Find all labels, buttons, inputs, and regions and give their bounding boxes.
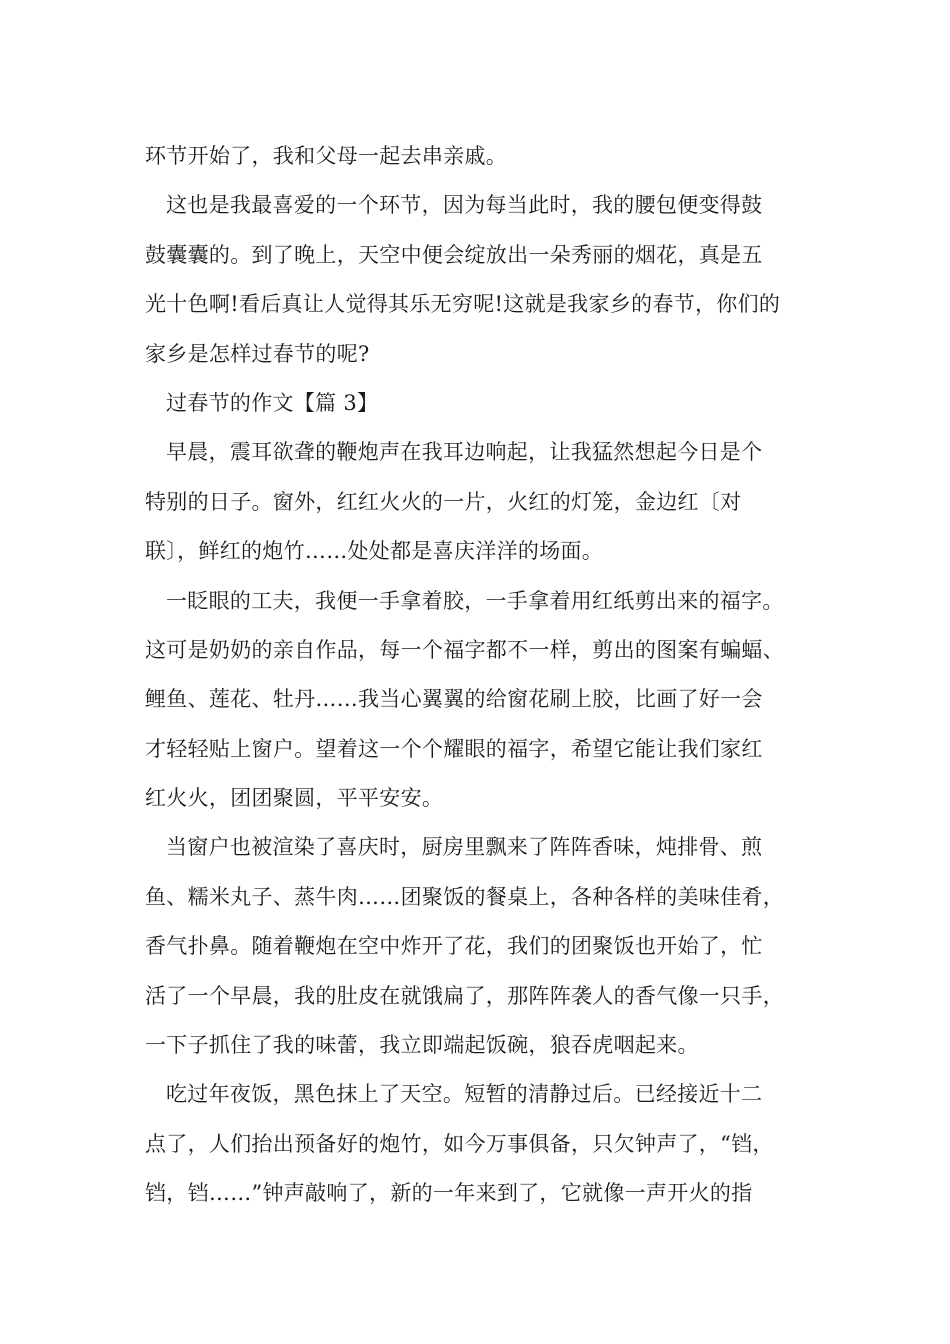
text-line: 点了，人们抬出预备好的炮竹，如今万事俱备，只欠钟声了，“铛，: [145, 1131, 774, 1156]
text-line: 光十色啊!看后真让人觉得其乐无穷呢!这就是我家乡的春节，你们的: [145, 292, 781, 317]
text-line: 环节开始了，我和父母一起去串亲戚。: [145, 144, 508, 168]
text-line: 这可是奶奶的亲自作品，每一个福字都不一样，剪出的图案有蝙蝠、: [145, 637, 784, 662]
section-heading: 过春节的作文【篇 3】: [166, 390, 379, 415]
text-line: 红火火，团团聚圆，平平安安。: [145, 786, 444, 811]
text-line: 鼓囊囊的。到了晚上，天空中便会绽放出一朵秀丽的烟花，真是五: [145, 242, 763, 267]
text-line: 家乡是怎样过春节的呢?: [145, 341, 370, 366]
text-line: 才轻轻贴上窗户。望着这一个个耀眼的福字，希望它能让我们家红: [145, 736, 763, 761]
text-line: 一下子抓住了我的味蕾，我立即端起饭碗，狼吞虎咽起来。: [145, 1033, 699, 1058]
text-line: 这也是我最喜爱的一个环节，因为每当此时，我的腰包便变得鼓: [166, 193, 763, 218]
text-line: 鲤鱼、莲花、牡丹……我当心翼翼的给窗花刷上胶，比画了好一会: [145, 687, 763, 712]
text-line: 吃过年夜饭，黑色抹上了天空。短暂的清静过后。已经接近十二: [166, 1082, 763, 1107]
text-line: 特别的日子。窗外，红红火火的一片，火红的灯笼，金边红〔对: [145, 489, 742, 514]
text-line: 一眨眼的工夫，我便一手拿着胶，一手拿着用红纸剪出来的福字。: [166, 588, 784, 613]
text-line: 香气扑鼻。随着鞭炮在空中炸开了花，我们的团聚饭也开始了，忙: [145, 934, 763, 959]
text-line: 当窗户也被渲染了喜庆时，厨房里飘来了阵阵香味，炖排骨、煎: [166, 835, 763, 860]
text-line: 鱼、糯米丸子、蒸牛肉……团聚饭的餐桌上，各种各样的美味佳肴，: [145, 884, 784, 909]
text-line: 联〕，鲜红的炮竹……处处都是喜庆洋洋的场面。: [145, 539, 604, 564]
text-line: 活了一个早晨，我的肚皮在就饿扁了，那阵阵袭人的香气像一只手，: [145, 983, 784, 1008]
text-line: 铛，铛……”钟声敲响了，新的一年来到了，它就像一声开火的指: [145, 1181, 753, 1206]
text-line: 早晨，震耳欲聋的鞭炮声在我耳边响起，让我猛然想起今日是个: [166, 440, 763, 465]
document-body: [145, 132, 810, 1219]
